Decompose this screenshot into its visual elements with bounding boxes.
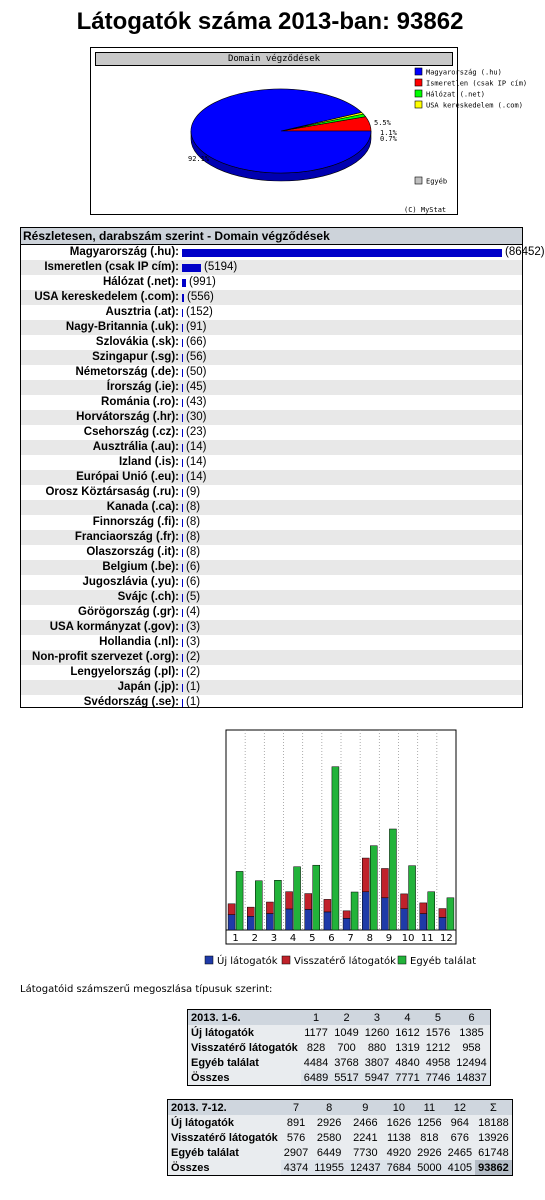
bar-other-hits bbox=[409, 866, 416, 930]
detail-count: (3) bbox=[186, 621, 201, 633]
detail-label: Izland (.is): bbox=[118, 456, 179, 468]
table-cell: 4958 bbox=[423, 1055, 453, 1070]
detail-label: Ausztria (.at): bbox=[105, 306, 179, 318]
bar-new-visitors bbox=[381, 898, 388, 930]
bar-returning-visitors bbox=[343, 911, 350, 919]
detail-count: (43) bbox=[186, 396, 207, 408]
bar-other-hits bbox=[236, 871, 243, 930]
table-row bbox=[168, 1160, 513, 1176]
detail-bar bbox=[182, 264, 201, 272]
detail-count: (1) bbox=[186, 696, 201, 708]
detail-header: Részletesen, darabszám szerint - Domain végződések bbox=[21, 228, 522, 245]
pie-percent-label: 0.7% bbox=[380, 135, 397, 143]
bar-legend-label: Egyéb találat bbox=[410, 956, 477, 967]
detail-label: Nagy-Britannia (.uk): bbox=[65, 321, 179, 333]
detail-label: Horvátország (.hr): bbox=[76, 411, 179, 423]
legend-swatch bbox=[415, 90, 422, 97]
detail-row bbox=[21, 695, 522, 710]
table-col-header: 6 bbox=[453, 1010, 490, 1026]
bar-month-label: 4 bbox=[289, 933, 297, 944]
table-row bbox=[188, 1070, 491, 1086]
pie-chart bbox=[91, 48, 528, 216]
table-col-header: 1 bbox=[301, 1010, 331, 1026]
detail-row bbox=[21, 245, 545, 260]
table-cell: 2926 bbox=[414, 1145, 444, 1160]
detail-label: Lengyelország (.pl): bbox=[70, 666, 179, 678]
table-col-header: 8 bbox=[311, 1100, 347, 1116]
table-cell: 676 bbox=[445, 1130, 475, 1145]
bar-month-label: 2 bbox=[251, 933, 258, 944]
detail-bar bbox=[182, 414, 183, 422]
bar-other-hits bbox=[428, 892, 435, 930]
bar-returning-visitors bbox=[324, 899, 331, 912]
detail-row bbox=[21, 680, 522, 695]
detail-row bbox=[21, 560, 522, 575]
detail-row bbox=[21, 425, 522, 440]
table-cell: 7746 bbox=[423, 1070, 453, 1086]
table-cell: 1212 bbox=[423, 1040, 453, 1055]
table-col-header: 5 bbox=[423, 1010, 453, 1026]
detail-count: (6) bbox=[186, 576, 201, 588]
detail-bar bbox=[182, 339, 183, 347]
bar-month-label: 9 bbox=[385, 933, 393, 944]
detail-label: Jugoszlávia (.yu): bbox=[82, 576, 179, 588]
table-cell: 2907 bbox=[281, 1145, 311, 1160]
detail-bar bbox=[182, 594, 183, 602]
legend-swatch bbox=[415, 101, 422, 108]
detail-row bbox=[21, 665, 522, 680]
detail-bar bbox=[182, 444, 183, 452]
detail-row bbox=[21, 500, 522, 515]
table-cell: 964 bbox=[445, 1115, 475, 1130]
page-title: Látogatók száma 2013-ban: 93862 bbox=[76, 8, 464, 35]
detail-bar bbox=[182, 684, 183, 692]
detail-bar bbox=[182, 279, 186, 287]
detail-bar bbox=[182, 579, 183, 587]
detail-count: (8) bbox=[186, 516, 201, 528]
pie-percent-label: 1.1% bbox=[380, 129, 397, 137]
detail-bar bbox=[182, 294, 184, 302]
table-cell: 1319 bbox=[392, 1040, 422, 1055]
detail-label: Svédország (.se): bbox=[83, 696, 179, 708]
detail-count: (45) bbox=[186, 381, 207, 393]
bar-legend-swatch bbox=[205, 956, 213, 964]
legend-label: Egyéb bbox=[426, 177, 448, 186]
monthly-bar-chart bbox=[0, 720, 540, 970]
table-cell: 880 bbox=[362, 1040, 392, 1055]
detail-bar bbox=[182, 489, 183, 497]
bar-returning-visitors bbox=[247, 907, 254, 916]
bar-month-label: 5 bbox=[309, 933, 316, 944]
table-cell: 3807 bbox=[362, 1055, 392, 1070]
detail-label: Magyarország (.hu): bbox=[69, 246, 179, 258]
table-row bbox=[188, 1040, 491, 1055]
table-col-header: 10 bbox=[384, 1100, 414, 1116]
detail-count: (56) bbox=[186, 351, 207, 363]
detail-bar bbox=[182, 324, 183, 332]
bar-month-label: 3 bbox=[270, 933, 278, 944]
detail-bar bbox=[182, 534, 183, 542]
table-cell: 7771 bbox=[392, 1070, 422, 1086]
table-row-label: Összes bbox=[168, 1160, 281, 1176]
table-cell: 3768 bbox=[331, 1055, 361, 1070]
table-col-header: 7 bbox=[281, 1100, 311, 1116]
bar-other-hits bbox=[351, 892, 358, 930]
table-cell: 7684 bbox=[384, 1160, 414, 1176]
table-row bbox=[168, 1145, 513, 1160]
table-row-label: Egyéb találat bbox=[188, 1055, 301, 1070]
bar-legend-label: Új látogatók bbox=[217, 956, 278, 967]
detail-row bbox=[21, 455, 522, 470]
detail-label: Non-profit szervezet (.org): bbox=[32, 651, 179, 663]
detail-row bbox=[21, 530, 522, 545]
detail-count: (23) bbox=[186, 426, 207, 438]
table-cell: 2466 bbox=[347, 1115, 384, 1130]
table-sum-cell: 18188 bbox=[475, 1115, 512, 1130]
bar-other-hits bbox=[332, 767, 339, 930]
table-cell: 2926 bbox=[311, 1115, 347, 1130]
detail-count: (3) bbox=[186, 636, 201, 648]
table-cell: 891 bbox=[281, 1115, 311, 1130]
table-cell: 4105 bbox=[445, 1160, 475, 1176]
bar-month-label: 8 bbox=[366, 933, 373, 944]
table-cell: 5517 bbox=[331, 1070, 361, 1086]
legend-label: Ismeretlen (csak IP cím) bbox=[426, 79, 528, 88]
bar-month-label: 1 bbox=[232, 933, 239, 944]
detail-row bbox=[21, 545, 522, 560]
detail-bar bbox=[182, 654, 183, 662]
bar-new-visitors bbox=[305, 909, 312, 930]
detail-bar bbox=[182, 609, 183, 617]
detail-row bbox=[21, 380, 522, 395]
table-title: 2013. 7-12. bbox=[168, 1100, 281, 1116]
bar-month-label: 7 bbox=[347, 933, 354, 944]
detail-label: Európai Unió (.eu): bbox=[76, 471, 179, 483]
bar-other-hits bbox=[447, 898, 454, 930]
detail-label: USA kereskedelem (.com): bbox=[34, 291, 179, 303]
bar-returning-visitors bbox=[420, 903, 427, 914]
bar-new-visitors bbox=[439, 917, 446, 930]
table-cell: 5000 bbox=[414, 1160, 444, 1176]
detail-count: (14) bbox=[186, 456, 207, 468]
bar-other-hits bbox=[294, 867, 301, 930]
detail-count: (5194) bbox=[204, 261, 238, 273]
table-cell: 4484 bbox=[301, 1055, 331, 1070]
detail-bar bbox=[182, 504, 183, 512]
detail-label: Svájc (.ch): bbox=[117, 591, 179, 603]
detail-count: (6) bbox=[186, 561, 201, 573]
detail-label: Ismeretlen (csak IP cím): bbox=[44, 261, 179, 273]
detail-label: Finnország (.fi): bbox=[92, 516, 179, 528]
detail-count: (8) bbox=[186, 501, 201, 513]
table-cell: 6489 bbox=[301, 1070, 331, 1086]
pie-chart-panel bbox=[90, 47, 528, 215]
detail-bar bbox=[182, 384, 183, 392]
detail-count: (91) bbox=[186, 321, 207, 333]
bar-new-visitors bbox=[286, 909, 293, 930]
detail-label: Hollandia (.nl): bbox=[99, 636, 179, 648]
detail-label: Japán (.jp): bbox=[117, 681, 179, 693]
legend-swatch bbox=[415, 177, 422, 184]
bar-new-visitors bbox=[343, 918, 350, 930]
detail-row bbox=[21, 575, 522, 590]
bar-returning-visitors bbox=[401, 894, 408, 909]
bar-new-visitors bbox=[420, 914, 427, 930]
bar-returning-visitors bbox=[228, 904, 235, 915]
bar-returning-visitors bbox=[266, 902, 273, 913]
breakdown-caption: Látogatóid számszerű megoszlása típusuk szerint: bbox=[20, 984, 273, 995]
table-col-header: 3 bbox=[362, 1010, 392, 1026]
detail-label: Románia (.ro): bbox=[101, 396, 179, 408]
table-sum-cell: 61748 bbox=[475, 1145, 512, 1160]
detail-count: (152) bbox=[186, 306, 213, 318]
detail-count: (50) bbox=[186, 366, 207, 378]
table-cell: 12437 bbox=[347, 1160, 384, 1176]
detail-row bbox=[21, 395, 522, 410]
table-row bbox=[168, 1130, 513, 1145]
detail-row bbox=[21, 290, 522, 305]
detail-count: (14) bbox=[186, 471, 207, 483]
table-cell: 1049 bbox=[331, 1025, 361, 1040]
table-row-label: Összes bbox=[188, 1070, 301, 1086]
stats-table-h1 bbox=[187, 1009, 491, 1086]
table-cell: 1626 bbox=[384, 1115, 414, 1130]
detail-row bbox=[21, 275, 522, 290]
table-cell: 7730 bbox=[347, 1145, 384, 1160]
bar-legend-swatch bbox=[398, 956, 406, 964]
detail-rows bbox=[21, 245, 545, 710]
bar-new-visitors bbox=[247, 916, 254, 930]
table-cell: 1138 bbox=[384, 1130, 414, 1145]
stats-table-h2 bbox=[167, 1099, 513, 1176]
bar-returning-visitors bbox=[286, 892, 293, 909]
detail-label: USA kormányzat (.gov): bbox=[49, 621, 179, 633]
table-row-label: Új látogatók bbox=[188, 1025, 301, 1040]
detail-row bbox=[21, 590, 522, 605]
detail-count: (14) bbox=[186, 441, 207, 453]
detail-row bbox=[21, 440, 522, 455]
detail-row bbox=[21, 635, 522, 650]
bar-returning-visitors bbox=[305, 894, 312, 910]
table-row-label: Visszatérő látogatók bbox=[168, 1130, 281, 1145]
detail-row bbox=[21, 485, 522, 500]
bar-new-visitors bbox=[266, 914, 273, 930]
detail-bar bbox=[182, 474, 183, 482]
table-row-label: Új látogatók bbox=[168, 1115, 281, 1130]
table-cell: 2580 bbox=[311, 1130, 347, 1145]
table-cell: 1612 bbox=[392, 1025, 422, 1040]
table-cell: 1177 bbox=[301, 1025, 331, 1040]
table-cell: 11955 bbox=[311, 1160, 347, 1176]
detail-label: Csehország (.cz): bbox=[83, 426, 179, 438]
detail-count: (2) bbox=[186, 666, 201, 678]
pie-copyright: (C) MyStat bbox=[404, 206, 447, 214]
table-cell: 4920 bbox=[384, 1145, 414, 1160]
detail-bar bbox=[182, 249, 502, 257]
detail-label: Írország (.ie): bbox=[106, 381, 179, 393]
table-row-label: Visszatérő látogatók bbox=[188, 1040, 301, 1055]
table-row bbox=[188, 1055, 491, 1070]
table-col-header: 12 bbox=[445, 1100, 475, 1116]
bar-new-visitors bbox=[228, 915, 235, 930]
table-cell: 1256 bbox=[414, 1115, 444, 1130]
bar-month-label: 6 bbox=[328, 933, 335, 944]
legend-label: Magyarország (.hu) bbox=[426, 68, 502, 77]
detail-count: (1) bbox=[186, 681, 201, 693]
bar-returning-visitors bbox=[362, 858, 369, 892]
detail-count: (8) bbox=[186, 531, 201, 543]
detail-label: Franciaország (.fr): bbox=[74, 531, 179, 543]
bar-other-hits bbox=[370, 846, 377, 930]
table-cell: 4374 bbox=[281, 1160, 311, 1176]
detail-count: (8) bbox=[186, 546, 201, 558]
detail-bar bbox=[182, 309, 183, 317]
table-cell: 1385 bbox=[453, 1025, 490, 1040]
legend-swatch bbox=[415, 79, 422, 86]
detail-label: Ausztrália (.au): bbox=[92, 441, 179, 453]
detail-label: Belgium (.be): bbox=[102, 561, 179, 573]
detail-row bbox=[21, 335, 522, 350]
bar-other-hits bbox=[389, 829, 396, 930]
detail-count: (2) bbox=[186, 651, 201, 663]
detail-count: (5) bbox=[186, 591, 201, 603]
table-cell: 576 bbox=[281, 1130, 311, 1145]
bar-new-visitors bbox=[324, 912, 331, 930]
table-row bbox=[188, 1025, 491, 1040]
legend-swatch bbox=[415, 68, 422, 75]
bar-new-visitors bbox=[401, 909, 408, 930]
pie-percent-label: 5.5% bbox=[374, 119, 391, 127]
table-cell: 2465 bbox=[445, 1145, 475, 1160]
table-cell: 828 bbox=[301, 1040, 331, 1055]
bar-month-label: 11 bbox=[420, 933, 434, 944]
bar-other-hits bbox=[255, 881, 262, 930]
table-row bbox=[168, 1115, 513, 1130]
pie-chart-title: Domain végződések bbox=[95, 52, 453, 66]
detail-row bbox=[21, 260, 522, 275]
detail-row bbox=[21, 650, 522, 665]
domain-detail-table bbox=[20, 227, 545, 708]
table-col-header: 2 bbox=[331, 1010, 361, 1026]
table-cell: 1576 bbox=[423, 1025, 453, 1040]
detail-count: (30) bbox=[186, 411, 207, 423]
table-sum-cell: 13926 bbox=[475, 1130, 512, 1145]
pie-slice bbox=[191, 89, 371, 173]
table-cell: 1260 bbox=[362, 1025, 392, 1040]
detail-count: (991) bbox=[189, 276, 216, 288]
table-cell: 12494 bbox=[453, 1055, 490, 1070]
detail-bar bbox=[182, 369, 183, 377]
detail-label: Szingapur (.sg): bbox=[92, 351, 179, 363]
detail-label: Németország (.de): bbox=[75, 366, 179, 378]
detail-bar bbox=[182, 564, 183, 572]
bar-month-label: 12 bbox=[440, 933, 453, 944]
detail-bar bbox=[182, 624, 183, 632]
table-col-header: 4 bbox=[392, 1010, 422, 1026]
detail-row bbox=[21, 365, 522, 380]
detail-label: Kanada (.ca): bbox=[106, 501, 179, 513]
table-title: 2013. 1-6. bbox=[188, 1010, 301, 1026]
bar-returning-visitors bbox=[381, 868, 388, 897]
detail-bar bbox=[182, 699, 183, 707]
detail-row bbox=[21, 605, 522, 620]
detail-count: (9) bbox=[186, 486, 201, 498]
detail-row bbox=[21, 620, 522, 635]
detail-row bbox=[21, 320, 522, 335]
legend-label: Hálózat (.net) bbox=[426, 90, 486, 99]
detail-row bbox=[21, 515, 522, 530]
detail-bar bbox=[182, 354, 183, 362]
bar-other-hits bbox=[274, 880, 281, 930]
detail-count: (66) bbox=[186, 336, 207, 348]
detail-row bbox=[21, 350, 522, 365]
bar-legend-label: Visszatérő látogatók bbox=[294, 956, 396, 967]
bar-other-hits bbox=[313, 865, 320, 930]
detail-bar bbox=[182, 549, 183, 557]
table-cell: 5947 bbox=[362, 1070, 392, 1086]
detail-label: Szlovákia (.sk): bbox=[95, 336, 179, 348]
detail-bar bbox=[182, 429, 183, 437]
bar-returning-visitors bbox=[439, 909, 446, 918]
detail-count: (556) bbox=[187, 291, 214, 303]
table-cell: 700 bbox=[331, 1040, 361, 1055]
detail-bar bbox=[182, 459, 183, 467]
table-cell: 818 bbox=[414, 1130, 444, 1145]
detail-label: Görögország (.gr): bbox=[78, 606, 179, 618]
table-cell: 14837 bbox=[453, 1070, 490, 1086]
detail-count: (4) bbox=[186, 606, 201, 618]
detail-label: Olaszország (.it): bbox=[86, 546, 179, 558]
detail-label: Orosz Köztársaság (.ru): bbox=[45, 486, 179, 498]
detail-row bbox=[21, 305, 522, 320]
table-cell: 4840 bbox=[392, 1055, 422, 1070]
table-row-label: Egyéb találat bbox=[168, 1145, 281, 1160]
table-cell: 2241 bbox=[347, 1130, 384, 1145]
table-sum-cell: 93862 bbox=[475, 1160, 512, 1176]
legend-label: USA kereskedelem (.com) bbox=[426, 101, 523, 110]
table-col-header: 11 bbox=[414, 1100, 444, 1116]
detail-count: (86452) bbox=[505, 246, 545, 258]
detail-row bbox=[21, 470, 522, 485]
detail-bar bbox=[182, 669, 183, 677]
detail-bar bbox=[182, 639, 183, 647]
table-col-header: 9 bbox=[347, 1100, 384, 1116]
bar-new-visitors bbox=[362, 892, 369, 930]
table-cell: 6449 bbox=[311, 1145, 347, 1160]
detail-bar bbox=[182, 399, 183, 407]
table-cell: 958 bbox=[453, 1040, 490, 1055]
detail-row bbox=[21, 410, 522, 425]
pie-percent-label: 92.1% bbox=[188, 155, 210, 163]
bar-legend-swatch bbox=[282, 956, 290, 964]
detail-bar bbox=[182, 519, 183, 527]
detail-label: Hálózat (.net): bbox=[102, 276, 179, 288]
table-sum-header: Σ bbox=[475, 1100, 512, 1116]
bar-month-label: 10 bbox=[401, 933, 415, 944]
